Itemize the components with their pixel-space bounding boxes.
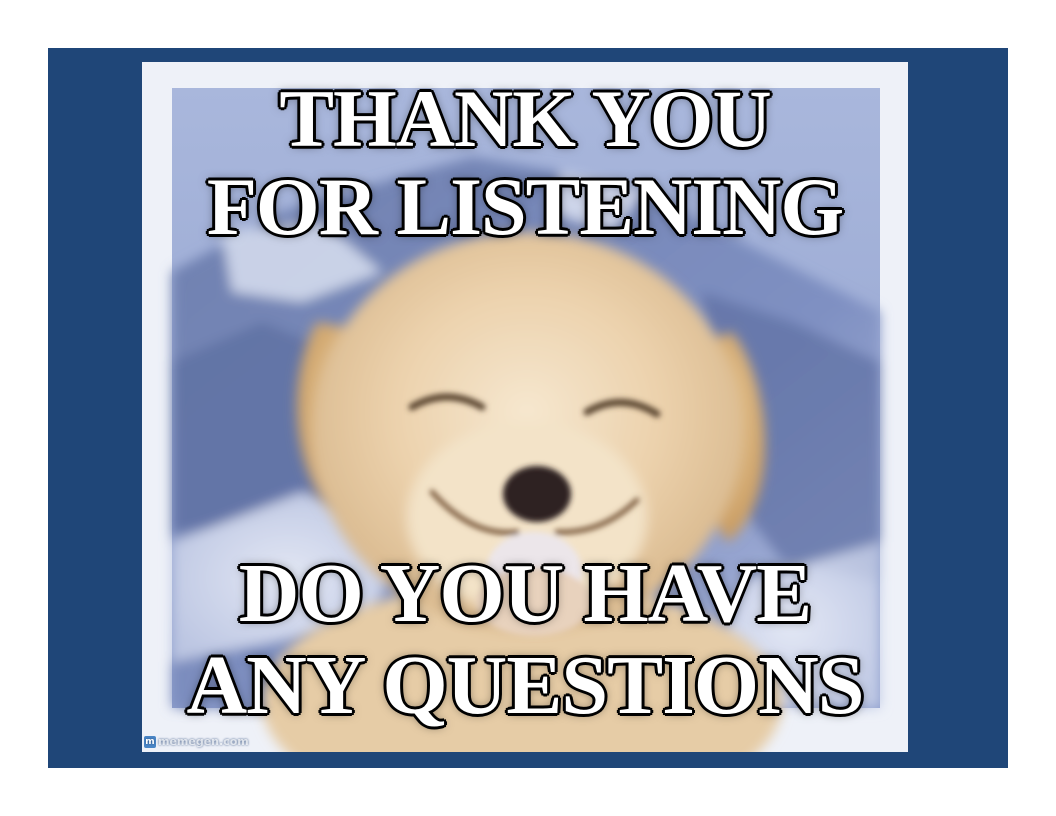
meme-image [142,62,908,752]
bottom-caption-line-2: ANY QUESTIONS [186,639,864,732]
memegen-logo-icon: m [145,736,155,747]
bottom-caption [142,547,908,732]
bottom-caption-line-1: DO YOU HAVE [238,547,812,640]
top-caption-line-2: FOR LISTENING [206,161,844,252]
watermark [144,735,249,748]
top-caption [142,73,908,252]
top-caption-line-1: THANK YOU [279,73,771,164]
watermark-text: memegen.com [158,735,249,748]
